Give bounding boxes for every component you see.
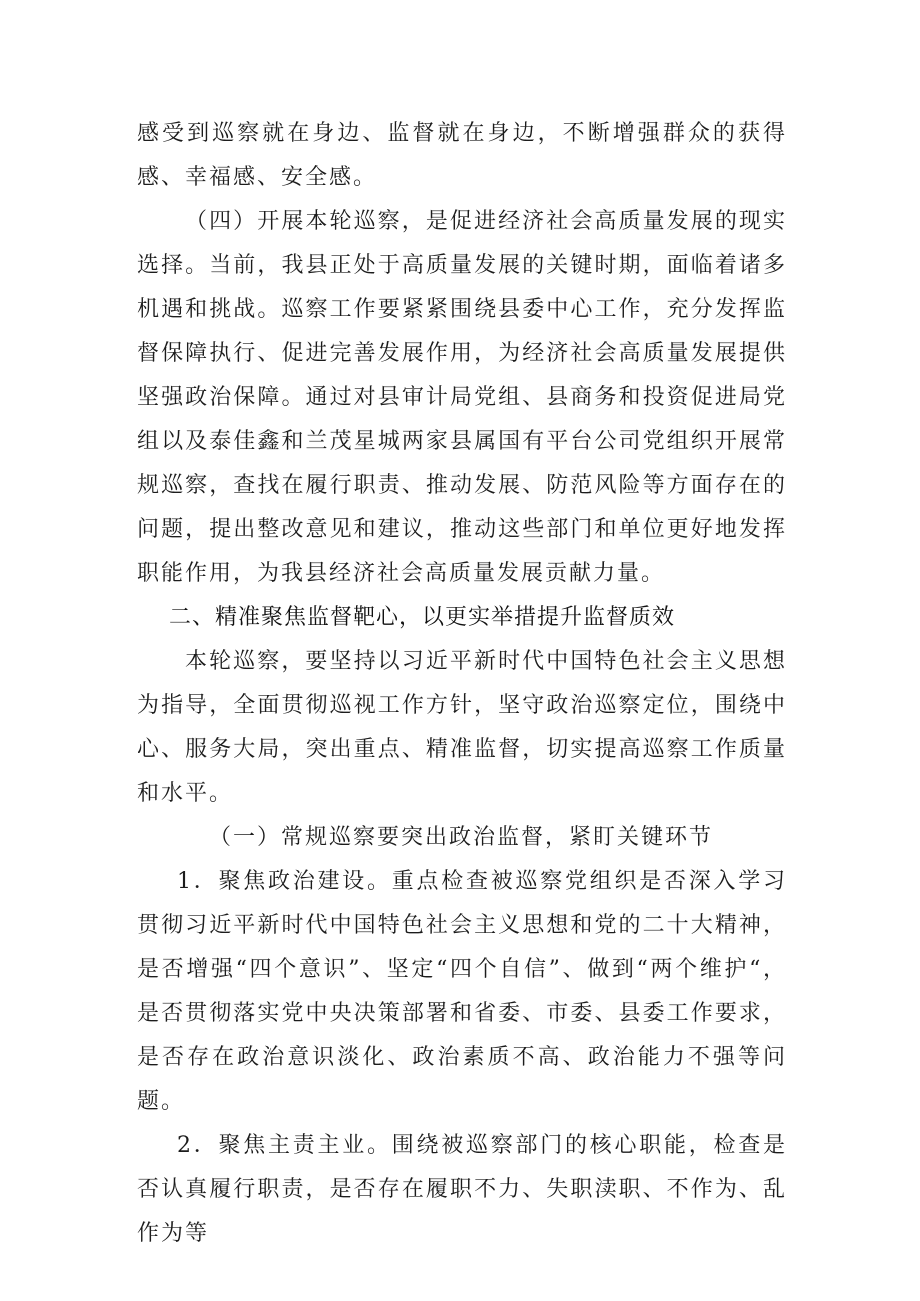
paragraph-item-one: 1．聚焦政治建设。重点检查被巡察党组织是否深入学习贯彻习近平新时代中国特色社会主义思想和党的二十大精神，是否增强“四个意识”、坚定“四个自信”、做到“两个维护“，是否贯彻落实党中央决策部署和省委、市委、县委工作要求，是否存在政治意识淡化、政治素质不高、政治能力不强等问题。: [137, 869, 787, 1114]
subsection-heading-one: （一）常规巡察要突出政治监督，紧盯关键环节: [209, 825, 714, 850]
document-body: [137, 112, 787, 1256]
paragraph-section-two-intro: 本轮巡察，要坚持以习近平新时代中国特色社会主义思想为指导，全面贯彻巡视工作方针，坚守政治巡察定位，围绕中心、服务大局，突出重点、精准监督，切实提高巡察工作质量和水平。: [137, 649, 787, 806]
paragraph-item-two: 2．聚焦主责主业。围绕被巡察部门的核心职能，检查是否认真履行职责，是否存在履职不力、失职渎职、不作为、乱作为等: [137, 1133, 787, 1246]
paragraph-continuation: 感受到巡察就在身边、监督就在身边，不断增强群众的获得感、幸福感、安全感。: [137, 121, 787, 190]
section-heading-two: 二、精准聚焦监督靶心，以更实举措提升监督质效: [169, 605, 676, 630]
paragraph-section-four: （四）开展本轮巡察，是促进经济社会高质量发展的现实选择。当前，我县正处于高质量发展的关键时期，面临着诸多机遇和挑战。巡察工作要紧紧围绕县委中心工作，充分发挥监督保障执行、促进完善发展作用，为经济社会高质量发展提供坚强政治保障。通过对县审计局党组、县商务和投资促进局党组以及泰佳鑫和兰茂星城两家县属国有平台公司党组织开展常规巡察，查找在履行职责、推动发展、防范风险等方面存在的问题，提出整改意见和建议，推动这些部门和单位更好地发挥职能作用，为我县经济社会高质量发展贡献力量。: [137, 209, 787, 586]
